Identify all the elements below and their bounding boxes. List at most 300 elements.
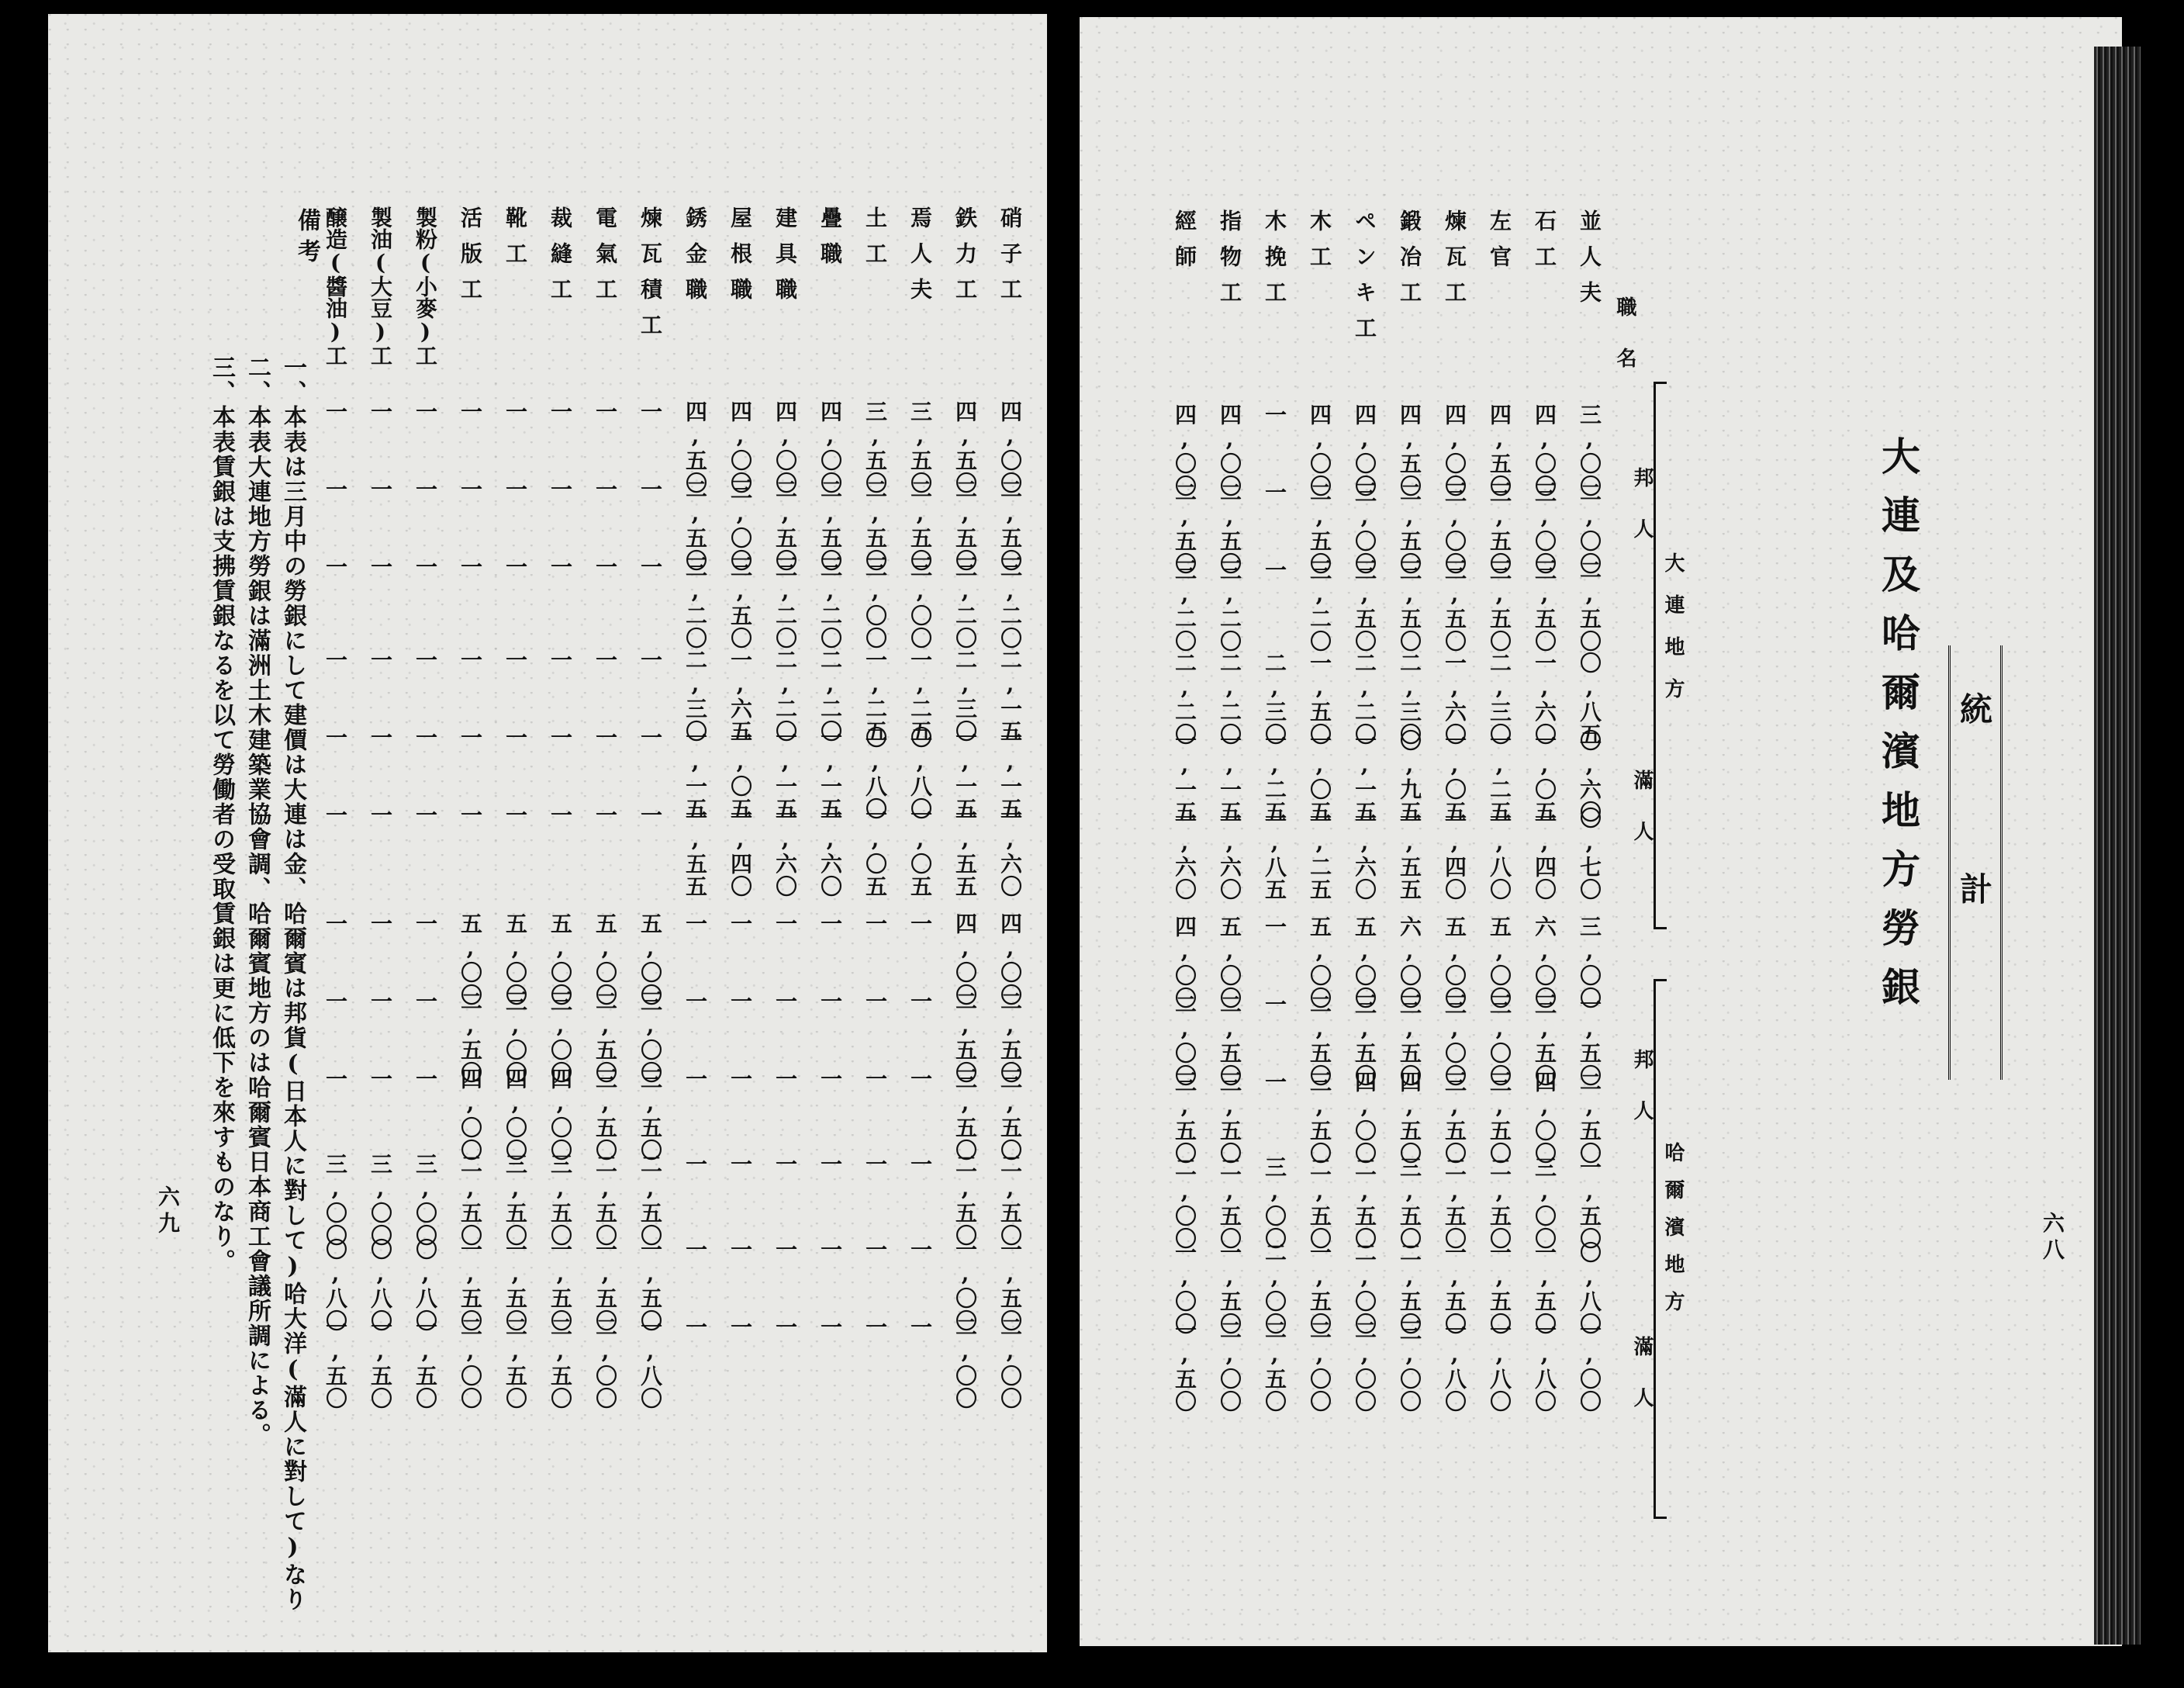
wage-cell: 四,〇〇 (503, 1067, 528, 1161)
wage-cell: 一 (413, 555, 438, 578)
occupation-name: 硝子工 (997, 206, 1023, 313)
note-3: 三、本表賃銀は支拂賃銀なるを以て勞働者の受取賃銀は更に低下を來すものなり。 (208, 355, 235, 1274)
wage-cell: 二,五〇 (952, 478, 978, 572)
wage-cell: 二,五〇 (952, 990, 978, 1084)
wage-cell: 一 (772, 1153, 798, 1175)
wage-cell: 二,二〇 (1352, 652, 1377, 745)
wage-cell: 三,〇〇 (1397, 1319, 1422, 1413)
wage-cell: 一,五〇 (1487, 1241, 1512, 1335)
occupation-name: 經師 (1172, 209, 1197, 281)
wage-cell: 二,〇〇 (1307, 1319, 1332, 1413)
wage-cell: 四,〇〇 (1172, 915, 1197, 1009)
wage-cell: 一 (862, 1316, 888, 1338)
wage-cell: 一 (368, 804, 393, 826)
wage-cell: 一 (368, 649, 393, 671)
wage-cell: 一 (323, 990, 348, 1012)
wage-cell: 一 (593, 649, 618, 671)
wage-cell: 一 (772, 1067, 798, 1090)
wage-cell: 二,〇〇 (1352, 1241, 1377, 1335)
wage-cell: 一 (413, 726, 438, 749)
wage-cell: 三,五〇 (1442, 1071, 1467, 1164)
wage-cell: 二,二〇 (817, 649, 843, 742)
wage-cell: 四,〇〇 (1217, 403, 1242, 497)
wage-cell: 二,五〇 (593, 990, 618, 1084)
wage-cell: 三,五〇 (1397, 1156, 1422, 1250)
wage-cell: 一 (413, 912, 438, 935)
occupation-name: 指物工 (1217, 209, 1242, 316)
wage-cell: 五,〇〇 (1217, 915, 1242, 1009)
wage-cell: 六,〇〇 (1532, 915, 1557, 1009)
wage-cell: 一 (727, 1153, 753, 1175)
occupation-name: 並人夫 (1577, 209, 1602, 316)
wage-cell: 一,五〇 (1307, 1241, 1332, 1335)
wage-cell: 一,〇五 (727, 726, 753, 820)
table-row (805, 206, 841, 1525)
wage-cell: 一 (727, 1067, 753, 1090)
wage-cell: 五,〇〇 (458, 912, 483, 1006)
wage-cell: 一 (682, 1238, 708, 1261)
wage-cell: 一,一五 (817, 726, 843, 820)
table-row (1249, 209, 1285, 1528)
wage-cell: 一,一五 (682, 726, 708, 820)
wage-cell: 二,二〇 (1217, 652, 1242, 745)
wage-cell: 一 (503, 555, 528, 578)
table-row (985, 206, 1021, 1525)
wage-cell: 一 (458, 478, 483, 500)
wage-cell: 二,〇〇 (1172, 1156, 1197, 1250)
wage-cell: 〇,八〇 (413, 1238, 438, 1332)
wage-cell: 一,一五 (1352, 729, 1377, 823)
wage-cell: 五,〇〇 (503, 912, 528, 1006)
occupation-name: 焉人夫 (907, 206, 933, 313)
wage-cell: 二,五〇 (1172, 481, 1197, 575)
table-row (1204, 209, 1240, 1528)
wage-cell: 一,四〇 (1532, 807, 1557, 901)
page-number-right: 六八 (2040, 1212, 2065, 1264)
wage-cell: 一,五五 (682, 804, 708, 898)
wage-cell: 一 (638, 726, 663, 749)
wage-cell: 一,六〇 (817, 804, 843, 898)
wage-cell: 一 (323, 478, 348, 500)
wage-cell: 一 (458, 400, 483, 423)
wage-cell: 三,五〇 (907, 400, 933, 494)
table-row (625, 206, 661, 1525)
wage-cell: 二,三〇 (952, 649, 978, 742)
wage-cell: 二,五〇 (1487, 1156, 1512, 1250)
wage-cell: 一,六〇 (1442, 652, 1467, 745)
wage-cell: 一 (413, 1067, 438, 1090)
wage-cell: 〇,八〇 (1577, 1241, 1602, 1335)
wage-cell: 四,〇〇 (997, 912, 1023, 1006)
wage-cell: 一,五〇 (1442, 1241, 1467, 1335)
wage-cell: 一,〇五 (862, 804, 888, 898)
wage-cell: 一,八〇 (1442, 1319, 1467, 1413)
wage-cell: 二,五〇 (1307, 993, 1332, 1087)
wage-cell: 一 (323, 555, 348, 578)
wage-cell: 五,〇〇 (1442, 915, 1467, 1009)
wage-cell: 一 (593, 555, 618, 578)
note-1: 一、本表は三月中の勞銀にして建價は大連は金、哈爾賓は邦貨(日本人に對して)哈大洋(滿人に對して)なり (279, 355, 306, 1612)
wage-cell: 四,〇〇 (817, 400, 843, 494)
wage-cell: 一 (862, 1153, 888, 1175)
wage-cell: 三,〇〇 (368, 1153, 393, 1247)
wage-cell: 二,五〇 (682, 478, 708, 572)
wage-cell: 二,五〇 (548, 1316, 573, 1410)
wage-cell: 一 (548, 478, 573, 500)
wage-cell: 一 (1262, 403, 1287, 426)
wage-cell: 一,六〇 (1172, 807, 1197, 901)
wage-cell: 二,五〇 (638, 1153, 663, 1247)
wage-cell: 一 (413, 804, 438, 826)
wage-cell: 一 (727, 1316, 753, 1338)
wage-cell: 一,〇五 (1442, 729, 1467, 823)
wage-cell: 三,〇〇 (638, 990, 663, 1084)
wage-cell: 四,〇〇 (548, 1067, 573, 1161)
wage-cell: 一,四〇 (727, 804, 753, 898)
occupation-name: 製油(大豆)工 (368, 206, 393, 366)
wage-cell: 二,五〇 (458, 990, 483, 1084)
wage-cell: 一 (682, 990, 708, 1012)
wage-cell: 二,五〇 (817, 478, 843, 572)
occupation-name: 左官 (1487, 209, 1512, 281)
wage-cell: 三,五〇 (1217, 1071, 1242, 1164)
wage-cell: 二,五〇 (1442, 1156, 1467, 1250)
wage-cell: 三,五〇 (1397, 559, 1422, 652)
wage-cell: 一 (593, 478, 618, 500)
wage-cell: 一 (1262, 559, 1287, 581)
wage-cell: 三,二〇 (682, 555, 708, 649)
wage-cell: 五,〇〇 (1307, 915, 1332, 1009)
wage-cell: 一 (682, 1067, 708, 1090)
wage-cell: 一 (323, 804, 348, 826)
wage-cell: 一,五〇 (997, 1238, 1023, 1332)
wage-cell: 一,五〇 (548, 1238, 573, 1332)
wage-cell: 三,二〇 (817, 555, 843, 649)
wage-cell: 一,六〇 (772, 804, 798, 898)
wage-cell: 一 (638, 804, 663, 826)
wage-cell: 〇,八〇 (907, 726, 933, 820)
wage-cell: 一 (817, 1153, 843, 1175)
wage-cell: 三,〇〇 (1532, 481, 1557, 575)
wage-cell: 三,五〇 (727, 555, 753, 649)
header-harbin-chinese: 滿人 (1630, 1336, 1654, 1438)
header-occupation: 職名 (1613, 296, 1636, 399)
wage-cell: 二,五〇 (458, 1153, 483, 1247)
wage-cell: 五,〇〇 (548, 912, 573, 1006)
header-harbin: 哈爾濱地方 (1661, 1142, 1685, 1328)
wage-cell: 一,五〇 (1577, 1156, 1602, 1250)
wage-cell: 二,五〇 (772, 478, 798, 572)
wage-cell: 一 (682, 1153, 708, 1175)
wage-cell: 四,〇〇 (458, 1067, 483, 1161)
wage-cell: 一,一五 (997, 726, 1023, 820)
wage-cell: 一 (368, 912, 393, 935)
wage-cell: 三,二〇 (1307, 559, 1332, 652)
header-dalian-chinese: 滿人 (1630, 770, 1654, 872)
wage-cell: 三,五〇 (997, 1067, 1023, 1161)
wage-cell: 一 (368, 1067, 393, 1090)
wage-cell: 一 (682, 912, 708, 935)
wage-cell: 一 (772, 1238, 798, 1261)
wage-cell: 二,〇〇 (952, 1316, 978, 1410)
wage-cell: 一,一五 (952, 726, 978, 820)
wage-cell: 一,〇〇 (1172, 1241, 1197, 1335)
occupation-name: 木挽工 (1262, 209, 1287, 316)
table-row (895, 206, 931, 1525)
wage-cell: 一 (413, 649, 438, 671)
brace-harbin (1654, 979, 1667, 1519)
table-row (850, 206, 886, 1525)
wage-cell: 二,三〇 (682, 649, 708, 742)
wage-cell: 〇,八〇 (368, 1238, 393, 1332)
book-spine (1047, 0, 1080, 1688)
table-row (1519, 209, 1555, 1528)
wage-cell: 三,〇〇 (503, 990, 528, 1084)
wage-cell: 〇,八〇 (323, 1238, 348, 1332)
page-title: 大連及哈爾濱地方勞銀 (1875, 436, 1921, 1026)
wage-cell: 四,〇〇 (1172, 403, 1197, 497)
wage-cell: 四,〇〇 (997, 400, 1023, 494)
header-harbin-japanese: 邦人 (1630, 1049, 1654, 1151)
wage-cell: 一 (458, 649, 483, 671)
wage-cell: 一 (862, 990, 888, 1012)
wage-cell: 四,五〇 (1487, 403, 1512, 497)
wage-cell: 一,五〇 (503, 1238, 528, 1332)
wage-cell: 一,二五 (862, 649, 888, 742)
table-row (670, 206, 706, 1525)
wage-cell: 一 (817, 1238, 843, 1261)
wage-cell: 一 (458, 555, 483, 578)
wage-cell: 四,〇〇 (1532, 1071, 1557, 1164)
wage-cell: 二,二〇 (772, 649, 798, 742)
wage-cell: 一,四〇 (1442, 807, 1467, 901)
wage-cell: 一,六〇 (1352, 807, 1377, 901)
wage-cell: 一,五五 (952, 804, 978, 898)
wage-cell: 二,〇〇 (1577, 481, 1602, 575)
occupation-name: 醸造(醬油)工 (323, 206, 348, 366)
wage-cell: 一 (323, 726, 348, 749)
occupation-name: 電氣工 (593, 206, 618, 313)
wage-cell: 一 (638, 400, 663, 423)
wage-cell: 二,五〇 (1577, 559, 1602, 652)
wage-cell: 一,〇〇 (952, 1238, 978, 1332)
wage-cell: 四,〇〇 (1532, 403, 1557, 497)
wage-cell: 一,二五 (1307, 807, 1332, 901)
wage-cell: 二,〇〇 (1172, 993, 1197, 1087)
table-row (400, 206, 436, 1525)
wage-cell: 一,六〇 (997, 804, 1023, 898)
wage-cell: 一 (907, 1153, 933, 1175)
wage-cell: 一,五〇 (458, 1238, 483, 1332)
page-edges (2094, 47, 2141, 1645)
wage-cell: 三,〇〇 (1577, 915, 1602, 1009)
table-row (310, 206, 346, 1525)
wage-cell: 四,〇〇 (1442, 403, 1467, 497)
wage-cell: 一 (907, 1316, 933, 1338)
wage-cell: 〇,九五 (1397, 729, 1422, 823)
wage-cell: 三,五〇 (1532, 559, 1557, 652)
wage-cell: 一 (772, 912, 798, 935)
wage-cell: 一 (817, 990, 843, 1012)
occupation-name: 土工 (862, 206, 888, 278)
wage-cell: 一 (1262, 481, 1287, 503)
table-row (580, 206, 616, 1525)
occupation-name: 石工 (1532, 209, 1557, 281)
wage-cell: 二,〇〇 (458, 1316, 483, 1410)
wage-cell: 一 (593, 804, 618, 826)
table-row (1474, 209, 1510, 1528)
wage-cell: 一 (907, 990, 933, 1012)
wage-cell: 三,〇〇 (1487, 993, 1512, 1087)
wage-cell: 一,六〇 (1532, 652, 1557, 745)
wage-cell: 一,五〇 (1172, 1319, 1197, 1413)
wage-cell: 三,五〇 (1352, 559, 1377, 652)
wage-cell: 三,五〇 (1442, 559, 1467, 652)
wage-cell: 三,〇〇 (413, 1153, 438, 1247)
wage-cell: 一,六〇 (1217, 807, 1242, 901)
wage-cell: 三,〇〇 (1262, 1156, 1287, 1250)
wage-cell: 一 (548, 555, 573, 578)
wage-cell: 二,三〇 (1397, 652, 1422, 745)
wage-cell: 一,五〇 (1307, 652, 1332, 745)
wage-cell: 一 (368, 555, 393, 578)
wage-cell: 三,〇〇 (1532, 1156, 1557, 1250)
wage-cell: 三,五〇 (1172, 1071, 1197, 1164)
wage-cell: 一,一五 (1217, 729, 1242, 823)
wage-cell: 一 (862, 912, 888, 935)
wage-cell: 三,二〇 (952, 555, 978, 649)
wage-cell: 一 (817, 1067, 843, 1090)
wage-cell: 二,五〇 (997, 1153, 1023, 1247)
brace-dalian (1654, 382, 1667, 929)
wage-cell: 一,五〇 (413, 1316, 438, 1410)
wage-cell: 一 (593, 726, 618, 749)
wage-cell: 三,五〇 (1487, 1071, 1512, 1164)
wage-cell: 三,〇〇 (1577, 403, 1602, 497)
wage-cell: 一 (413, 400, 438, 423)
wage-cell: 一 (503, 478, 528, 500)
wage-cell: 一 (368, 726, 393, 749)
wage-cell: 一,八〇 (1487, 1319, 1512, 1413)
wage-cell: 三,〇〇 (862, 555, 888, 649)
table-row (1294, 209, 1330, 1528)
wage-cell: 一,八五 (1262, 807, 1287, 901)
wage-cell: 一,〇五 (907, 804, 933, 898)
wage-cell: 一 (638, 478, 663, 500)
wage-cell: 一,一五 (772, 726, 798, 820)
wage-cell: 四,〇〇 (1307, 403, 1332, 497)
wage-cell: 一 (862, 1067, 888, 1090)
table-row (760, 206, 796, 1525)
wage-cell: 三,五〇 (593, 1067, 618, 1161)
wage-cell: 一 (323, 912, 348, 935)
table-row (1429, 209, 1465, 1528)
wage-cell: 四,五〇 (1397, 1071, 1422, 1164)
wage-cell: 二,五〇 (907, 478, 933, 572)
wage-cell: 三,〇〇 (1352, 481, 1377, 575)
table-row (1384, 209, 1420, 1528)
table-row (490, 206, 526, 1525)
wage-cell: 二,〇〇 (997, 1316, 1023, 1410)
wage-cell: 二,〇〇 (1262, 1241, 1287, 1335)
occupation-name: 靴工 (503, 206, 528, 278)
wage-cell: 二,五〇 (593, 1153, 618, 1247)
wage-cell: 二,五〇 (997, 478, 1023, 572)
wage-cell: 一,〇五 (1307, 729, 1332, 823)
table-row (1564, 209, 1600, 1528)
wage-cell: 一,五〇 (1577, 993, 1602, 1087)
occupation-name: 疊職 (817, 206, 843, 278)
wage-cell: 一 (503, 400, 528, 423)
wage-cell: 三,五〇 (1397, 993, 1422, 1087)
wage-cell: 二,三〇 (1262, 652, 1287, 745)
wage-cell: 〇,七〇 (1577, 807, 1602, 901)
wage-cell: 一 (503, 649, 528, 671)
occupation-name: 建具職 (772, 206, 798, 313)
wage-cell: 一 (593, 400, 618, 423)
wage-cell: 三,五〇 (1352, 993, 1377, 1087)
wage-cell: 一 (323, 649, 348, 671)
wage-cell: 四,〇〇 (1352, 403, 1377, 497)
wage-cell: 一,二五 (1487, 729, 1512, 823)
wage-cell: 四,〇〇 (1352, 1071, 1377, 1164)
wage-cell: 四,五〇 (682, 400, 708, 494)
wage-cell: 一,八〇 (1487, 807, 1512, 901)
header-dalian-japanese: 邦人 (1630, 467, 1654, 569)
wage-cell: 一 (727, 912, 753, 935)
wage-cell: 四,〇〇 (772, 400, 798, 494)
wage-cell: 一,五五 (1397, 807, 1422, 901)
wage-cell: 一,五〇 (593, 1238, 618, 1332)
table-row (445, 206, 481, 1525)
left-page (48, 14, 1047, 1652)
wage-cell: 一,五〇 (323, 1316, 348, 1410)
wage-cell: 一 (862, 1238, 888, 1261)
wage-cell: 三,〇〇 (548, 990, 573, 1084)
wage-cell: 一 (682, 1316, 708, 1338)
wage-cell: 三,五〇 (1307, 1071, 1332, 1164)
wage-cell: 一 (817, 1316, 843, 1338)
wage-cell: 二,五〇 (1307, 1156, 1332, 1250)
wage-cell: 一,五〇 (1217, 1241, 1242, 1335)
wage-cell: 三,五〇 (638, 1067, 663, 1161)
wage-cell: 四,〇〇 (952, 912, 978, 1006)
wage-cell: 一,八〇 (1532, 1319, 1557, 1413)
occupation-name: 屋根職 (727, 206, 753, 313)
wage-cell: 五,〇〇 (1487, 915, 1512, 1009)
wage-cell: 一 (727, 1238, 753, 1261)
occupation-name: 活版工 (458, 206, 483, 313)
wage-cell: 五,〇〇 (638, 912, 663, 1006)
wage-cell: 一 (368, 990, 393, 1012)
wage-cell: 一,一五 (1172, 729, 1197, 823)
occupation-name: 煉瓦工 (1442, 209, 1467, 316)
wage-cell: 二,一五 (997, 649, 1023, 742)
table-row (1339, 209, 1375, 1528)
wage-cell: 一 (548, 726, 573, 749)
wage-cell: 一 (772, 990, 798, 1012)
header-dalian: 大連地方 (1661, 552, 1685, 720)
wage-cell: 二,五〇 (952, 1153, 978, 1247)
wage-cell: 一 (368, 478, 393, 500)
table-row (535, 206, 571, 1525)
wage-cell: 一,二五 (1262, 729, 1287, 823)
wage-cell: 二,五〇 (503, 1316, 528, 1410)
wage-cell: 二,三〇 (1487, 652, 1512, 745)
wage-cell: 三,五〇 (1487, 481, 1512, 575)
wage-cell: 二,五〇 (1217, 1156, 1242, 1250)
table-row (355, 206, 391, 1525)
